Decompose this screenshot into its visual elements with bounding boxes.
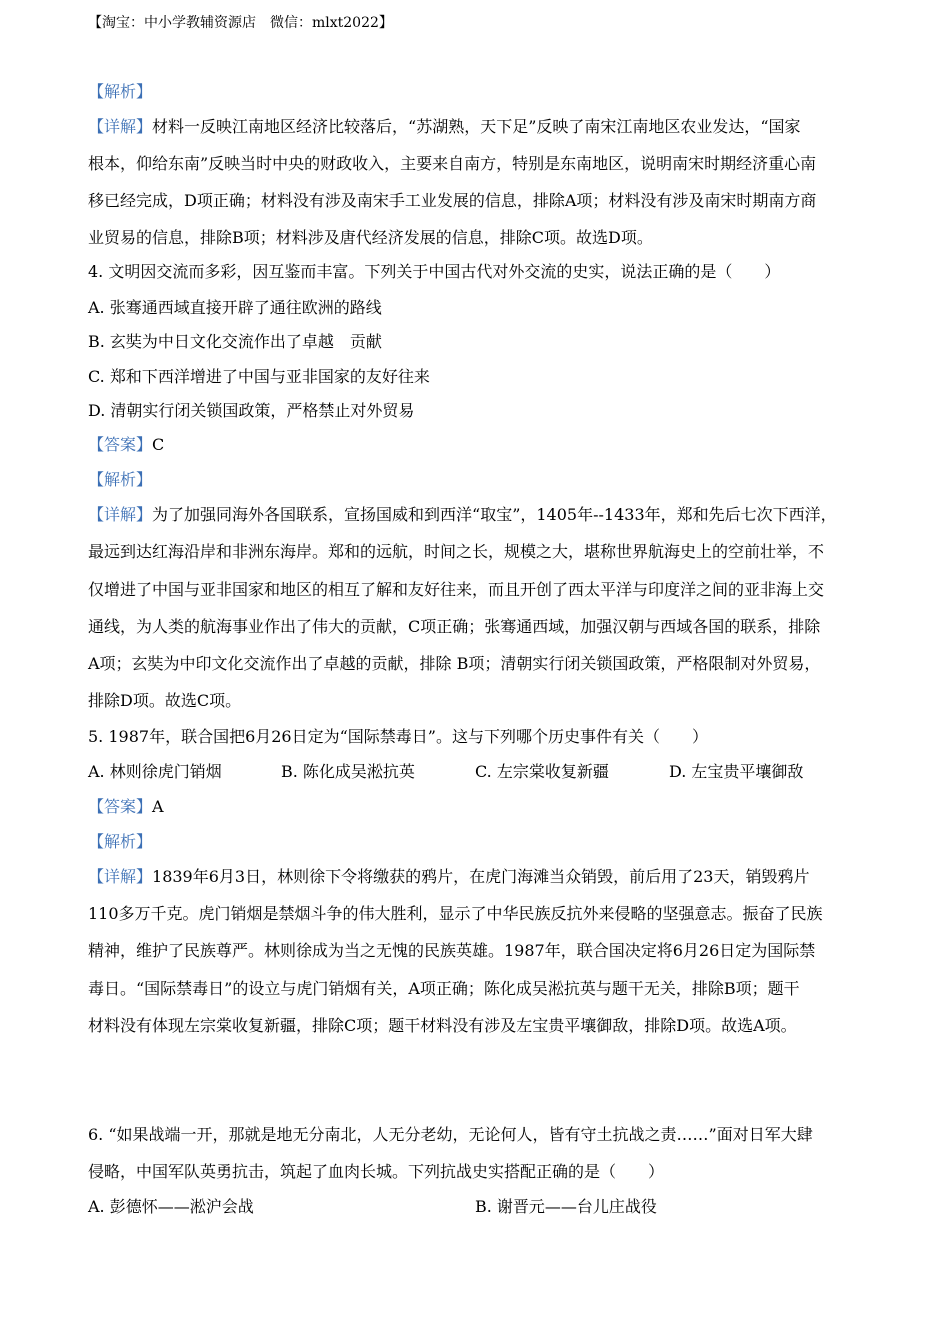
option-c: C. 左宗棠收复新疆 <box>475 762 609 781</box>
detail-line: 材料没有体现左宗棠收复新疆，排除C项；题干材料没有涉及左宝贵平壤御敌，排除D项。故选A项。 <box>88 1016 797 1035</box>
answer-value: C <box>152 435 165 454</box>
detail-line: 毒日。“国际禁毒日”的设立与虎门销烟有关，A项正确；陈化成吴淞抗英与题干无关，排除B项；题干 <box>88 979 800 998</box>
detail-text: 1839年6月3日，林则徐下令将缴获的鸦片，在虎门海滩当众销毁，前后用了23天，销毁鸦片 <box>152 867 810 886</box>
option-b: B. 谢晋元——台儿庄战役 <box>475 1197 657 1216</box>
answer-value: A <box>152 797 164 816</box>
detail-text: 为了加强同海外各国联系，宣扬国威和到西洋“取宝”，1405年--1433年，郑和先后七次下西洋， <box>152 505 837 524</box>
option-c: C. 郑和下西洋增进了中国与亚非国家的友好往来 <box>88 367 430 386</box>
detail-line: A项；玄奘为中印文化交流作出了卓越的贡献，排除 B项；清朝实行闭关锁国政策，严格限制对外贸易， <box>88 654 821 673</box>
answer-line <box>88 435 164 455</box>
page-header: 【淘宝：中小学教辅资源店 微信：mlxt2022】 <box>88 15 393 31</box>
detail-line <box>88 117 801 137</box>
detail-line: 通线，为人类的航海事业作出了伟大的贡献，C项正确；张骞通西域，加强汉朝与西域各国的联系，排除 <box>88 617 821 636</box>
detail-text: 材料一反映江南地区经济比较落后，“苏湖熟，天下足”反映了南宋江南地区农业发达，“国家 <box>152 117 801 136</box>
detail-line: 最远到达红海沿岸和非洲东海岸。郑和的远航，时间之长，规模之大，堪称世界航海史上的空前壮举，不 <box>88 542 825 561</box>
question-stem: 6. “如果战端一开，那就是地无分南北，人无分老幼，无论何人，皆有守土抗战之责……”面对日军大肆 <box>88 1125 813 1144</box>
detail-line: 移已经完成，D项正确；材料没有涉及南宋手工业发展的信息，排除A项；材料没有涉及南宋时期南方商 <box>88 191 817 210</box>
detail-line: 根本，仰给东南”反映当时中央的财政收入，主要来自南方，特别是东南地区，说明南宋时期经济重心南 <box>88 154 817 173</box>
detail-line: 精神，维护了民族尊严。林则徐成为当之无愧的民族英雄。1987年，联合国决定将6月26日定为国际禁 <box>88 941 816 960</box>
option-a: A. 张骞通西域直接开辟了通往欧洲的路线 <box>88 298 382 317</box>
detail-line <box>88 505 837 525</box>
answer-label: 【答案】 <box>88 797 153 816</box>
detail-label: 【详解】 <box>88 505 153 524</box>
question-stem: 4. 文明因交流而多彩，因互鉴而丰富。下列关于中国古代对外交流的史实，说法正确的是（ ） <box>88 262 781 281</box>
answer-label: 【答案】 <box>88 435 153 454</box>
detail-line <box>88 867 809 887</box>
question-stem: 侵略，中国军队英勇抗击，筑起了血肉长城。下列抗战史实搭配正确的是（ ） <box>88 1162 665 1181</box>
answer-line <box>88 797 164 817</box>
option-d: D. 左宝贵平壤御敌 <box>669 762 804 781</box>
analysis-label: 【解析】 <box>88 832 153 851</box>
detail-line: 仅增进了中国与亚非国家和地区的相互了解和友好往来，而且开创了西太平洋与印度洋之间的亚非海上交 <box>88 580 825 599</box>
option-a: A. 彭德怀——淞沪会战 <box>88 1197 254 1216</box>
option-b: B. 陈化成吴淞抗英 <box>281 762 415 781</box>
detail-line: 排除D项。故选C项。 <box>88 691 242 710</box>
analysis-label: 【解析】 <box>88 470 153 489</box>
option-d: D. 清朝实行闭关锁国政策，严格禁止对外贸易 <box>88 401 415 420</box>
option-b: B. 玄奘为中日文化交流作出了卓越 贡献 <box>88 332 382 351</box>
detail-label: 【详解】 <box>88 117 153 136</box>
question-stem: 5. 1987年，联合国把6月26日定为“国际禁毒日”。这与下列哪个历史事件有关（ ） <box>88 727 708 746</box>
detail-label: 【详解】 <box>88 867 153 886</box>
detail-line: 110多万千克。虎门销烟是禁烟斗争的伟大胜利，显示了中华民族反抗外来侵略的坚强意志。振奋了民族 <box>88 904 823 923</box>
analysis-label: 【解析】 <box>88 82 153 101</box>
detail-line: 业贸易的信息，排除B项；材料涉及唐代经济发展的信息，排除C项。故选D项。 <box>88 228 653 247</box>
option-a: A. 林则徐虎门销烟 <box>88 762 222 781</box>
